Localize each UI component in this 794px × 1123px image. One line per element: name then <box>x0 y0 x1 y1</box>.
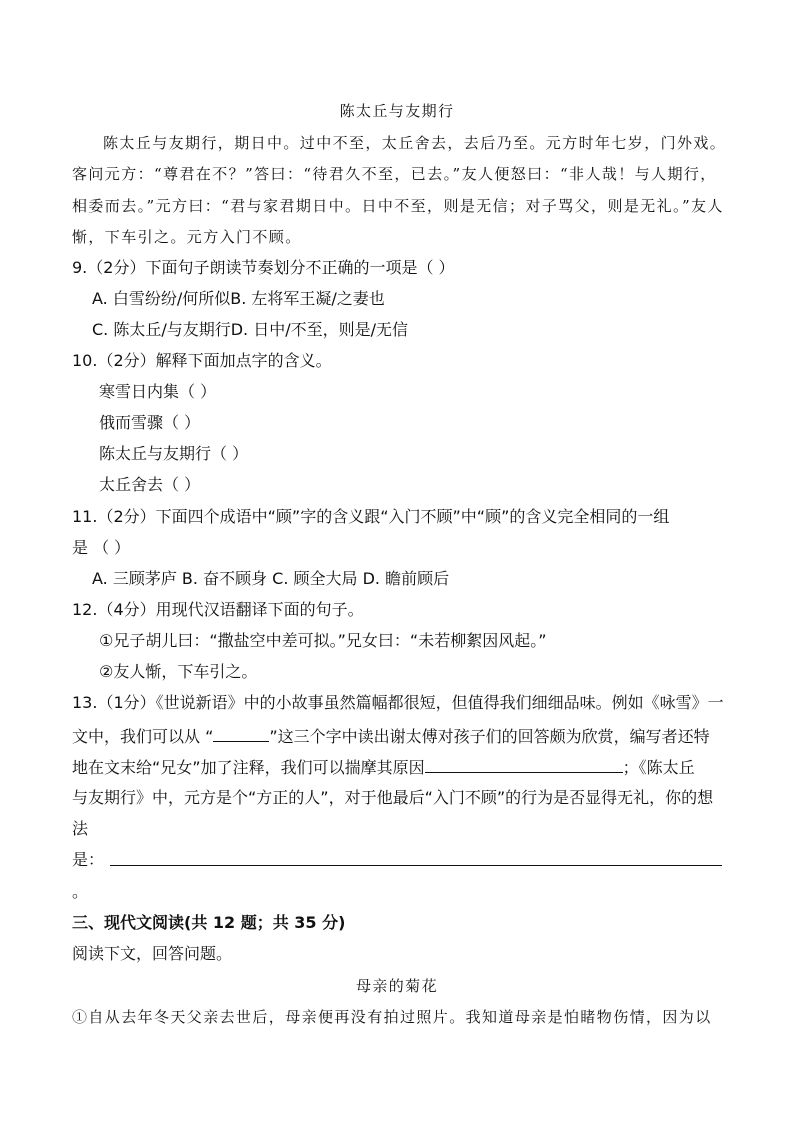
question-13-line <box>72 725 710 747</box>
passage-line: 相委而去。”元方曰：“君与家君期日中。日中不至，则是无信；对子骂父，则是无礼。”友人 <box>72 197 724 215</box>
question-10-item: 俄而雪骤（ ） <box>99 413 201 432</box>
question-12-sentence-1: ①兄子胡儿曰：“撒盐空中差可拟。”兄女曰：“未若柳絮因风起。” <box>99 631 547 650</box>
question-13-line <box>72 756 695 778</box>
question-10-item: 陈太丘与友期行（ ） <box>99 444 249 463</box>
section-heading: 三、现代文阅读(共 12 题；共 35 分) <box>72 913 346 932</box>
question-11-stem-cont: 是 （ ） <box>72 538 131 557</box>
question-9-options-ab: A. 白雪纷纷/何所似B. 左将军王凝/之妻也 <box>92 289 385 308</box>
question-13-line: 与友期行》中，元方是个“方正的人”，对于他最后“入门不顾”的行为是否显得无礼，你的想 <box>72 788 714 807</box>
answer-line[interactable] <box>110 865 722 866</box>
question-13-line: 是： <box>72 850 105 869</box>
passage-line: 陈太丘与友期行，期日中。过中不至，太丘舍去，去后乃至。元方时年七岁，门外戏。 <box>103 134 727 152</box>
answer-blank[interactable] <box>425 756 623 773</box>
passage-line: ①自从去年冬天父亲去世后，母亲便再没有拍过照片。我知道母亲是怕睹物伤情，因为以 <box>72 1008 712 1026</box>
question-13-end: 。 <box>72 882 89 901</box>
question-13-text: ；《陈太丘 <box>622 758 695 777</box>
question-11-options: A. 三顾茅庐 B. 奋不顾身 C. 顾全大局 D. 瞻前顾后 <box>92 569 450 588</box>
question-13-line: 法 <box>72 819 89 838</box>
question-10-item: 太丘舍去（ ） <box>99 475 201 494</box>
question-10-stem: 10.（2分）解释下面加点字的含义。 <box>72 351 332 370</box>
question-11-stem: 11.（2分）下面四个成语中“顾”字的含义跟“入门不顾”中“顾”的含义完全相同的一组 <box>72 507 670 526</box>
question-13-text: ”这三个字中读出谢太傅对孩子们的回答颇为欣赏，编写者还特 <box>269 727 710 746</box>
passage-line: 惭，下车引之。元方入门不顾。 <box>72 228 302 246</box>
question-13-text: 文中，我们可以从 “ <box>72 727 214 746</box>
question-9-options-cd: C. 陈太丘/与友期行D. 日中/不至，则是/无信 <box>92 320 409 339</box>
question-13-line: 13.（1分）《世说新语》中的小故事虽然篇幅都很短，但值得我们细细品味。例如《咏雪》一 <box>72 693 724 712</box>
passage-line: 客问元方：“尊君在不？”答曰：“待君久不至，已去。”友人便怒曰：“非人哉！与人期行， <box>72 165 717 183</box>
question-9-stem: 9.（2分）下面句子朗读节奏划分不正确的一项是（ ） <box>72 258 455 277</box>
question-13-text: 地在文末给“兄女”加了注释，我们可以揣摩其原因 <box>72 758 425 777</box>
section-instruction: 阅读下文，回答问题。 <box>72 944 233 963</box>
passage-title: 母亲的菊花 <box>355 977 438 995</box>
question-10-item: 寒雪日内集（ ） <box>99 382 217 401</box>
answer-blank[interactable] <box>213 725 269 742</box>
passage-title: 陈太丘与友期行 <box>339 102 455 120</box>
question-12-sentence-2: ②友人惭，下车引之。 <box>99 662 258 681</box>
question-12-stem: 12.（4分）用现代汉语翻译下面的句子。 <box>72 600 364 619</box>
